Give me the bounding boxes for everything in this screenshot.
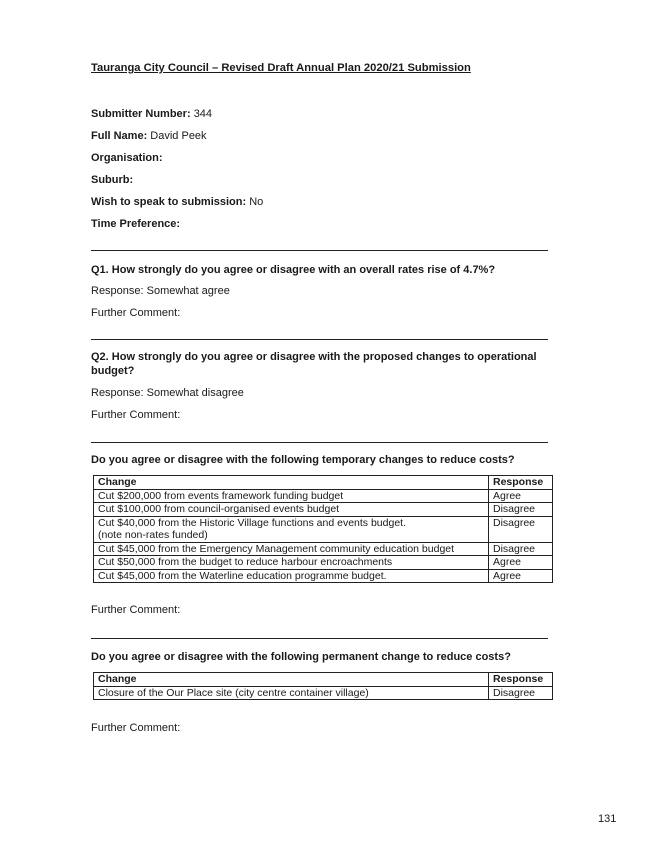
q1-question: Q1. How strongly do you agree or disagree with an overall rates rise of 4.7%?	[91, 264, 496, 276]
table-row	[94, 569, 553, 583]
organisation	[91, 152, 163, 164]
table-row	[94, 516, 553, 542]
response-cell: Disagree	[489, 686, 553, 700]
wish-to-speak-label: Wish to speak to submission:	[91, 196, 247, 208]
response-cell: Agree	[489, 489, 553, 503]
q2-further-comment: Further Comment:	[91, 409, 181, 421]
page-number: 131	[598, 813, 617, 825]
wish-to-speak-value: No	[249, 196, 264, 208]
document-title: Tauranga City Council – Revised Draft Annual Plan 2020/21 Submission	[91, 62, 471, 74]
temporary-changes-table	[93, 475, 553, 583]
table-header-row	[94, 476, 553, 490]
time-preference-label: Time Preference:	[91, 218, 181, 230]
table-header-row	[94, 673, 553, 687]
change-note: (note non-rates funded)	[98, 529, 208, 541]
full-name	[91, 130, 207, 142]
q1-response: Response: Somewhat agree	[91, 285, 230, 297]
divider	[91, 638, 548, 639]
table-row	[94, 556, 553, 570]
column-header-response: Response	[489, 673, 553, 687]
submitter-number-label: Submitter Number:	[91, 108, 191, 120]
q2-response: Response: Somewhat disagree	[91, 387, 244, 399]
wish-to-speak	[91, 196, 263, 208]
q1-further-comment: Further Comment:	[91, 307, 181, 319]
permanent-further-comment: Further Comment:	[91, 722, 181, 734]
time-preference	[91, 218, 180, 230]
submitter-number-value: 344	[193, 108, 213, 120]
change-line: Cut $40,000 from the Historic Village functions and events budget.	[98, 516, 406, 529]
response-cell: Disagree	[489, 503, 553, 517]
table-row	[94, 686, 553, 700]
full-name-label: Full Name:	[91, 130, 148, 142]
change-cell: Cut $100,000 from council-organised events budget	[94, 503, 489, 517]
suburb-label: Suburb:	[91, 174, 134, 186]
temporary-question: Do you agree or disagree with the following temporary changes to reduce costs?	[91, 454, 515, 466]
table-row	[94, 503, 553, 517]
change-cell: Cut $45,000 from the Waterline education programme budget.	[94, 569, 489, 583]
suburb	[91, 174, 133, 186]
q2-question: Q2. How strongly do you agree or disagree with the proposed changes to operational budget?	[91, 351, 537, 377]
divider	[91, 250, 548, 251]
response-cell: Disagree	[489, 516, 553, 542]
divider	[91, 442, 548, 443]
change-cell: Cut $50,000 from the budget to reduce harbour encroachments	[94, 556, 489, 570]
column-header-response: Response	[489, 476, 553, 490]
submitter-number	[91, 108, 212, 120]
table-row	[94, 542, 553, 556]
full-name-value: David Peek	[150, 130, 207, 142]
change-cell: Cut $45,000 from the Emergency Management community education budget	[94, 542, 489, 556]
column-header-change: Change	[94, 673, 489, 687]
divider	[91, 339, 548, 340]
change-cell	[94, 516, 489, 542]
change-cell: Closure of the Our Place site (city centre container village)	[94, 686, 489, 700]
response-cell: Agree	[489, 569, 553, 583]
column-header-change: Change	[94, 476, 489, 490]
organisation-label: Organisation:	[91, 152, 163, 164]
permanent-question: Do you agree or disagree with the following permanent change to reduce costs?	[91, 651, 511, 663]
table-row	[94, 489, 553, 503]
response-cell: Disagree	[489, 542, 553, 556]
response-cell: Agree	[489, 556, 553, 570]
temporary-further-comment: Further Comment:	[91, 604, 181, 616]
change-cell: Cut $200,000 from events framework funding budget	[94, 489, 489, 503]
permanent-change-table	[93, 672, 553, 700]
